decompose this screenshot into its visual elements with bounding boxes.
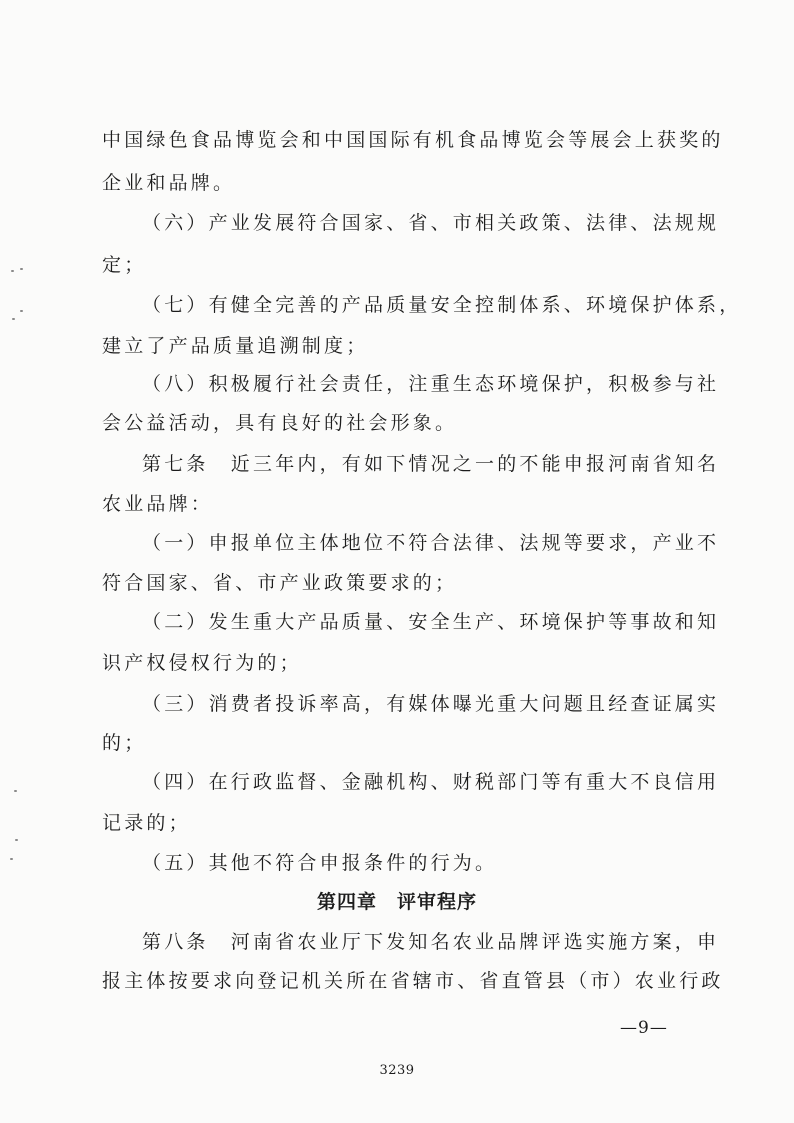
body-line: 的； bbox=[102, 732, 147, 754]
chapter-heading: 第四章 评审程序 bbox=[316, 891, 477, 913]
scan-speck bbox=[12, 318, 15, 320]
body-line: （一）申报单位主体地位不符合法律、法规等要求，产业不 bbox=[142, 532, 720, 554]
scan-speck bbox=[10, 858, 13, 860]
body-line: 第七条 近三年内，有如下情况之一的不能申报河南省知名 bbox=[142, 453, 720, 475]
body-line: （七）有健全完善的产品质量安全控制体系、环境保护体系， bbox=[142, 294, 742, 316]
body-line: 报主体按要求向登记机关所在省辖市、省直管县（市）农业行政 bbox=[102, 970, 724, 992]
bottom-number: 3239 bbox=[379, 1063, 415, 1078]
body-line: 中国绿色食品博览会和中国国际有机食品博览会等展会上获奖的 bbox=[102, 129, 724, 151]
scan-speck bbox=[11, 270, 14, 272]
scan-speck bbox=[15, 839, 18, 841]
scan-speck bbox=[14, 790, 17, 792]
scan-speck bbox=[20, 310, 23, 312]
body-line: 第八条 河南省农业厅下发知名农业品牌评选实施方案，申 bbox=[142, 931, 720, 953]
body-line: 企业和品牌。 bbox=[102, 172, 236, 194]
body-line: 记录的； bbox=[102, 812, 191, 834]
body-line: 识产权侵权行为的； bbox=[102, 652, 302, 674]
body-line: 建立了产品质量追溯制度； bbox=[102, 335, 369, 357]
body-line: 会公益活动，具有良好的社会形象。 bbox=[102, 412, 458, 434]
body-line: （二）发生重大产品质量、安全生产、环境保护等事故和知 bbox=[142, 611, 720, 633]
body-line: （四）在行政监督、金融机构、财税部门等有重大不良信用 bbox=[142, 771, 720, 793]
scan-speck bbox=[20, 268, 23, 270]
body-line: （三）消费者投诉率高，有媒体曝光重大问题且经查证属实 bbox=[142, 693, 720, 715]
body-line: （八）积极履行社会责任，注重生态环境保护，积极参与社 bbox=[142, 373, 720, 395]
body-line: （五）其他不符合申报条件的行为。 bbox=[142, 852, 498, 874]
body-line: 定； bbox=[102, 254, 147, 276]
body-line: 农业品牌： bbox=[102, 493, 214, 515]
body-line: 符合国家、省、市产业政策要求的； bbox=[102, 572, 458, 594]
body-line: （六）产业发展符合国家、省、市相关政策、法律、法规规 bbox=[142, 212, 720, 234]
page-number: —9— bbox=[620, 1018, 668, 1038]
